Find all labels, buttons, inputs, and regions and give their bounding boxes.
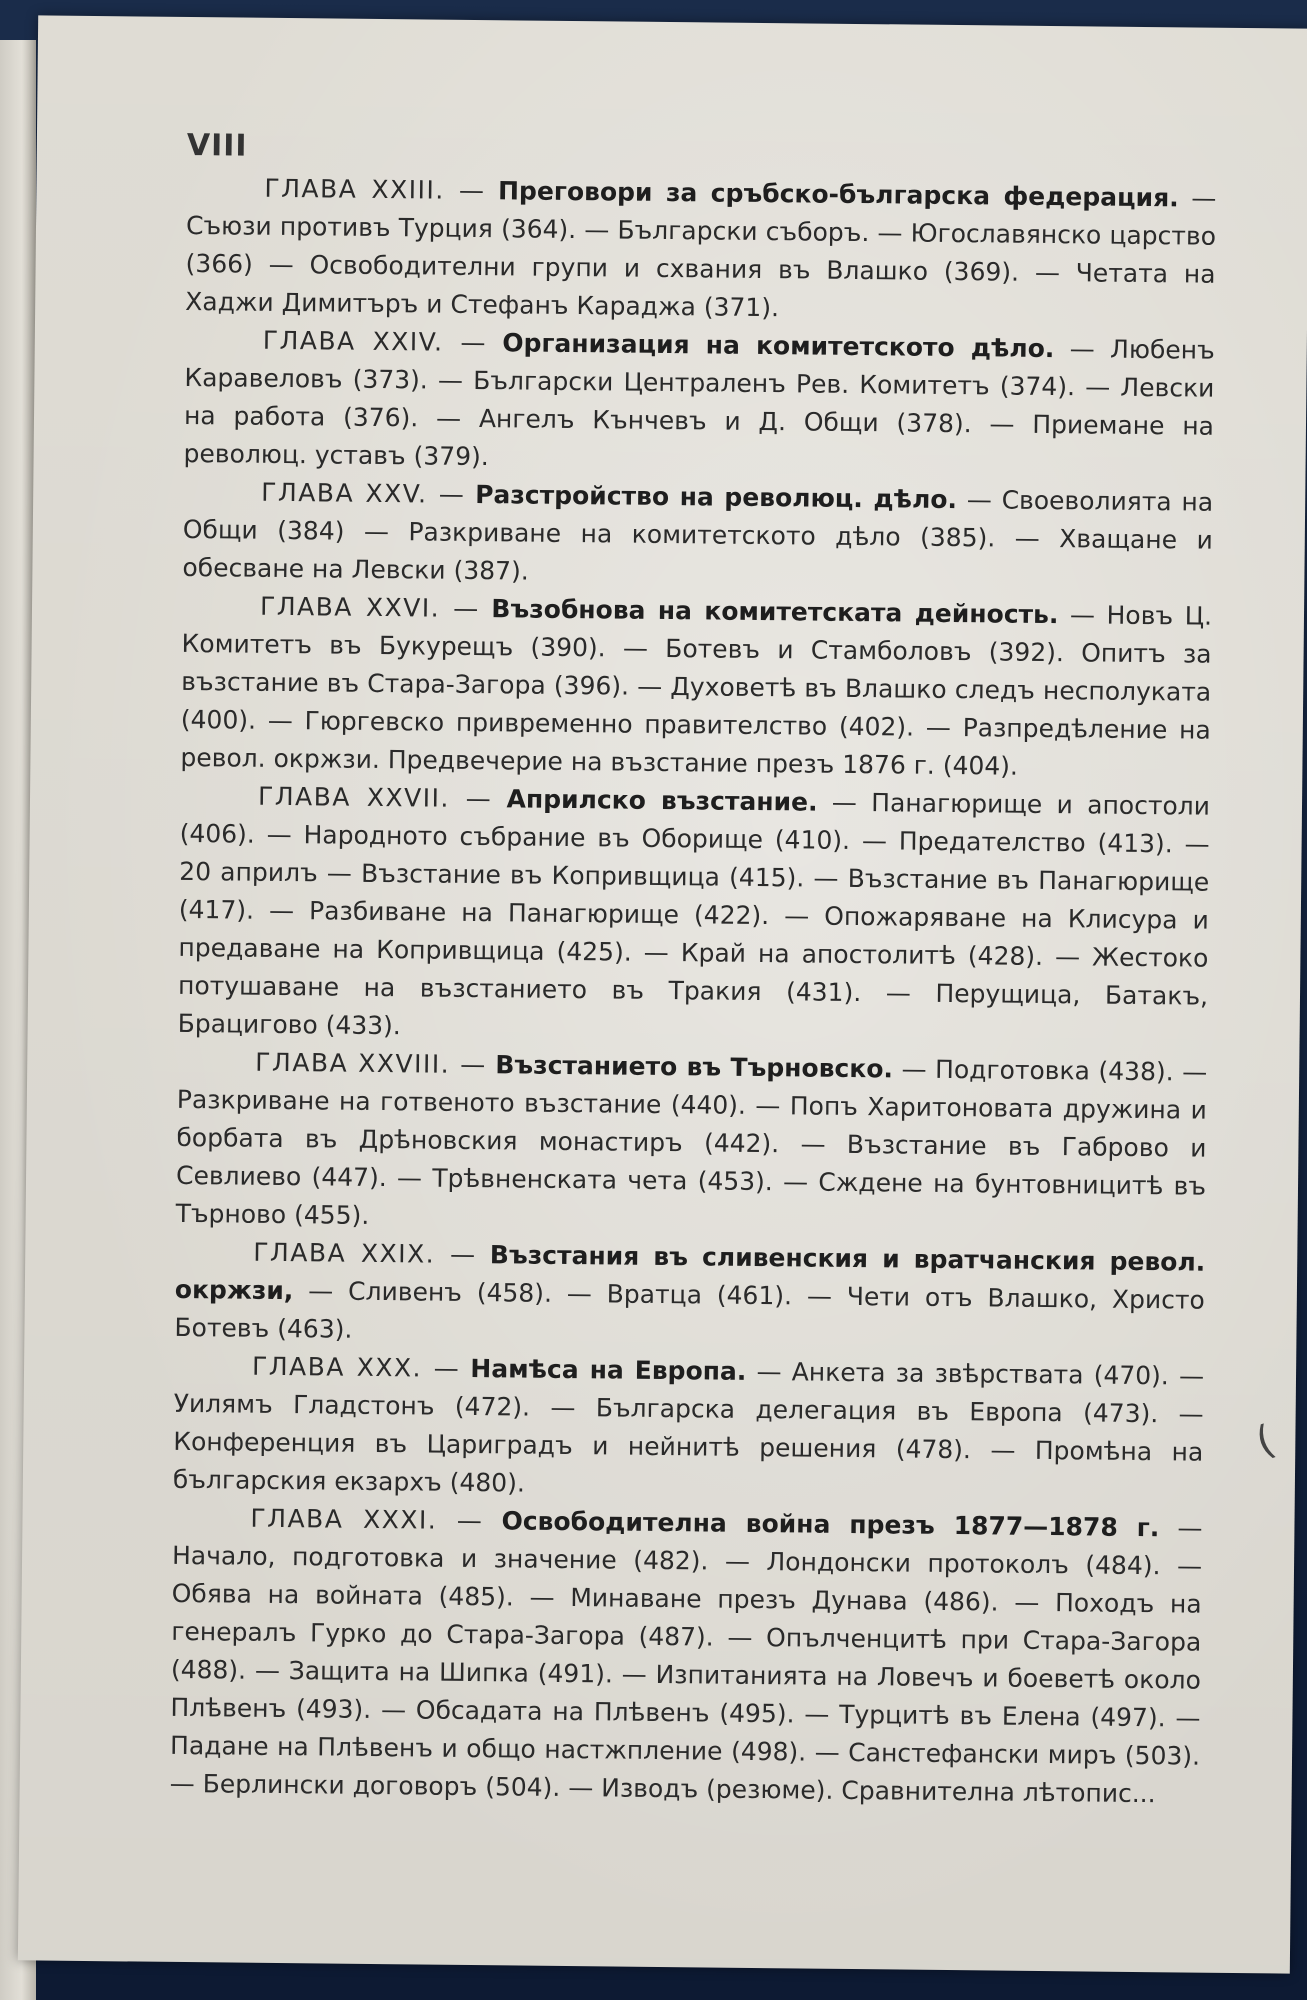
chapter-contents: — Новъ Ц. Комитетъ въ Букурещъ (390). — Ботевъ и Стамболовъ (392). Опитъ за възстание въ Стара-Загора (396). — Духоветѣ въ Влашко следъ несполуката (400). — Гюргевско привременно правителство (402). — Разпредѣление на револ. окржзи. Предвечерие на възстание презъ 1876 г. (404). xyxy=(180,600,1213,781)
chapter-title: Априлско възстание. xyxy=(506,784,818,817)
chapter-contents: — Своеволията на Общи (384) — Разкриване на комитетското дѣло (385). — Хващане и обесване на Левски (387). xyxy=(182,485,1214,586)
chapter-label: ГЛАВА XXIII. — xyxy=(264,173,486,206)
chapter-entry xyxy=(182,473,1213,598)
chapter-label: ГЛАВА XXIV. — xyxy=(262,325,488,358)
chapter-label: ГЛАВА XXX. — xyxy=(251,1351,461,1383)
page-number: VIII xyxy=(186,127,248,164)
chapter-contents: — Начало, подготовка и значение (482). — Лондонски протоколъ (484). — Обява на войната (485). — Минаване презъ Дунава (486). — Походъ на генералъ Гурко до Стара-Загора (487). — Опълченцитѣ при Стара-Загора (488). — Защита на Шипка (491). — Изпитанията на Ловечъ и боеветѣ около Плѣвенъ (493). — Обсадата на Плѣвенъ (495). — Турцитѣ въ Елена (497). — Падане на Плѣвенъ и общо настжпление (498). — Санстефански миръ (503). — Берлински договоръ (504). — Изводъ (резюме). Сравнителна лѣтопис... xyxy=(169,1513,1203,1809)
chapter-contents: — Съюзи противъ Турция (364). — Български съборъ. — Югославянско царство (366) — Освободителни групи и схвания въ Влашко (369). — Четата на Хаджи Димитъръ и Стефанъ Караджа (371). xyxy=(185,183,1217,323)
margin-mark: ( xyxy=(1250,1417,1281,1466)
chapter-label: ГЛАВА XXIX. — xyxy=(253,1237,477,1270)
chapter-contents: — Сливенъ (458). — Вратца (461). — Чети отъ Влашко, Христо Ботевъ (463). xyxy=(174,1276,1205,1344)
chapter-contents: — Подготовка (438). — Разкриване на готвеното възстание (440). — Попъ Харитоновата дружина и борбата въ Дрѣновския монастиръ (442). — Възстание въ Габрово и Севлиево (447). — Трѣвненската чета (453). — Сждене на бунтовницитѣ въ Търново (455). xyxy=(175,1054,1208,1230)
chapter-entry xyxy=(185,169,1217,332)
chapter-entry xyxy=(183,321,1215,484)
chapter-label: ГЛАВА XXVII. — xyxy=(257,781,493,814)
chapter-label: ГЛАВА XXVI. — xyxy=(259,591,480,624)
chapter-label: ГЛАВА XXXI. — xyxy=(250,1503,484,1536)
chapter-list xyxy=(170,169,1217,1814)
chapter-label: ГЛАВА XXVIII. — xyxy=(255,1047,487,1080)
chapter-entry xyxy=(177,777,1210,1054)
chapter-label: ГЛАВА XXV. — xyxy=(261,477,466,509)
chapter-title: Преговори за сръбско-българска федерация. xyxy=(497,176,1179,213)
chapter-entry xyxy=(175,1043,1207,1244)
chapter-contents: — Панагюрище и апостоли (406). — Народното събрание въ Оборище (410). — Предателство (413). — 20 априлъ — Възстание въ Копривщица (415). — Възстание въ Панагюрище (417). — Разбиване на Панагюрище (422). — Опожаряване на Клисура и предаване на Копривщица (425). — Край на апостолитѣ (428). — Жестоко потушаване на възстанието въ Тракия (431). — Перущица, Батакъ, Брацигово (433). xyxy=(177,787,1211,1041)
chapter-entry xyxy=(170,1499,1203,1814)
chapter-entry xyxy=(173,1347,1205,1510)
chapter-title: Разстройство на революц. дѣло. xyxy=(475,479,958,515)
chapter-entry xyxy=(174,1233,1205,1358)
chapter-entry xyxy=(180,587,1212,788)
book-page xyxy=(18,15,1307,1973)
chapter-title: Възстания въ сливенския и вратчанския револ. окржзи, xyxy=(174,1240,1206,1306)
table-of-contents xyxy=(170,127,1217,1814)
chapter-title: Освободителна война презъ 1877—1878 г. xyxy=(501,1506,1160,1543)
chapter-title: Намѣса на Европа. xyxy=(470,1353,747,1386)
chapter-contents: — Любенъ Каравеловъ (373). — Български Централенъ Рев. Комитетъ (374). — Левски на работа (376). — Ангелъ Кънчевъ и Д. Общи (378). — Приемане на революц. уставъ (379). xyxy=(183,334,1215,472)
chapter-contents: — Анкета за звѣрствата (470). — Уилямъ Гладстонъ (472). — Българска делегация въ Европа (473). — Конференция въ Цариградъ и нейнитѣ решения (478). — Промѣна на българския екзархъ (480). xyxy=(172,1356,1205,1498)
chapter-title: Организация на комитетското дѣло. xyxy=(502,328,1055,364)
chapter-title: Възобнова на комитетската дейность. xyxy=(491,594,1059,630)
chapter-title: Възстанието въ Търновско. xyxy=(495,1050,894,1084)
